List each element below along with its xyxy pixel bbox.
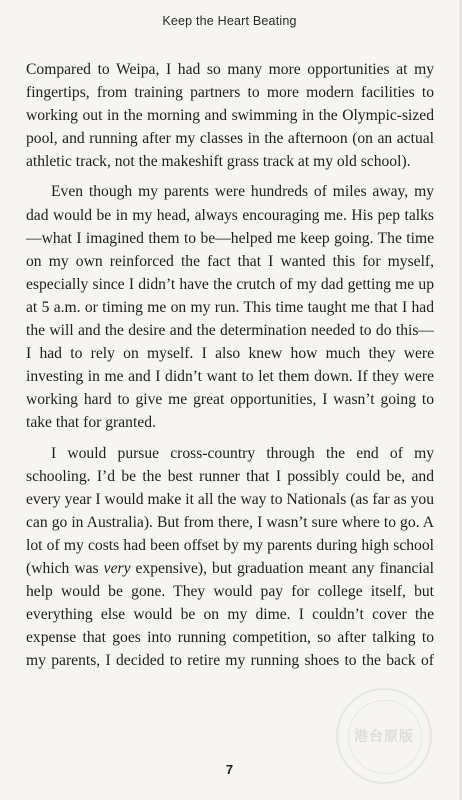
body-text	[26, 58, 434, 679]
running-head: Keep the Heart Beating	[162, 14, 297, 28]
paragraph-3-text-end: expensive), but graduation meant any financial help would be gone. They would pay for college itself, but everything else would be on my dime. I couldn’t cover the expense that goes into running competition, so after talking to my parents, I decided to retire my running shoes to the back of	[26, 559, 434, 670]
paragraph-3-emphasis: very	[103, 559, 131, 577]
page-number: 7	[225, 762, 234, 777]
paragraph-2: Even though my parents were hundreds of miles away, my dad would be in my head, always encouraging me. His pep talks—what I imagined them to be—helped me keep going. The time on my own reinforced the fact that I wanted this for myself, especially since I didn’t have the crutch of my dad getting me up at 5 a.m. or timing me on my run. This time taught me that I had the will and the desire and the determination needed to do this—I had to rely on myself. I also knew how much they were investing in me and I didn’t want to let them down. If they were working hard to give me great opportunities, I wasn’t going to take that for granted.	[26, 183, 434, 432]
paragraph-1: Compared to Weipa, I had so many more opportunities at my fingertips, from training partners to more modern facilities to working out in the morning and swimming in the Olympic-sized pool, and running after my classes in the afternoon (on an actual athletic track, not the makeshift grass track at my old school).	[26, 61, 434, 171]
paragraph-3	[26, 442, 434, 673]
paragraph-3-text-start: I would pursue cross-country through the end of my schooling. I’d be the best runner that I possibly could be, and every year I would make it all the way to Nationals (as far as you can go in Australia). But from there, I wasn’t sure where to go. A lot of my costs had been offset by my parents during high school (which was	[26, 444, 434, 577]
watermark-text: 港台原版	[354, 729, 414, 745]
